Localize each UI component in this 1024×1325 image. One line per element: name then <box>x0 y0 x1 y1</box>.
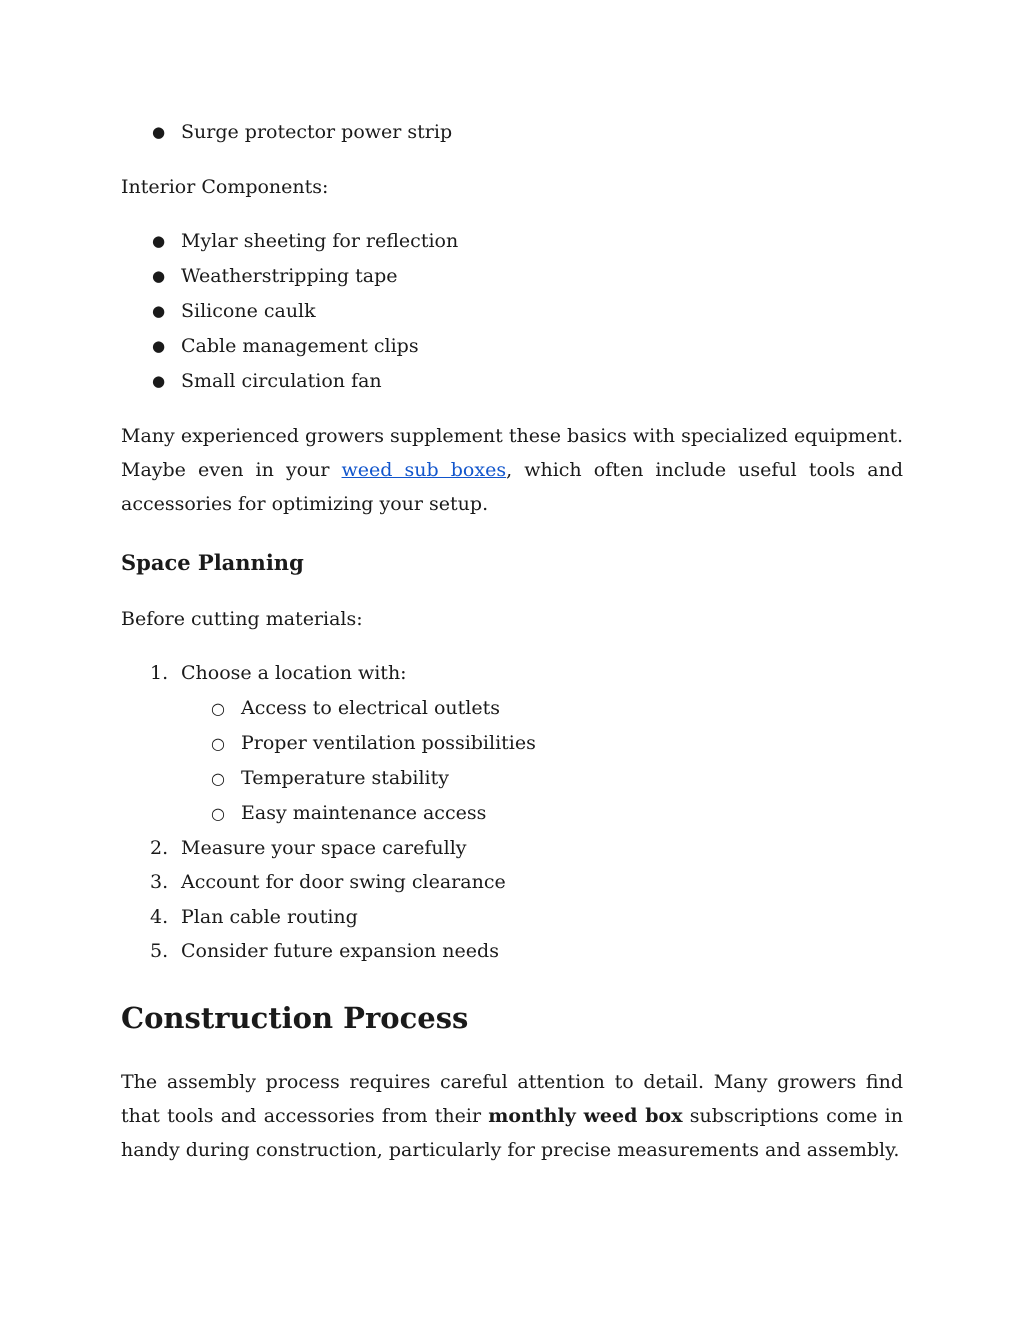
sub-list-item <box>121 726 903 761</box>
step-sub-list <box>181 691 903 831</box>
space-planning-steps <box>121 656 903 969</box>
sub-list-item <box>121 761 903 796</box>
sub-item-label: Proper ventilation possibilities <box>241 731 536 754</box>
bullet-icon: ● <box>152 267 166 285</box>
sub-item-label: Temperature stability <box>241 766 449 789</box>
list-item-label: Mylar sheeting for reflection <box>181 230 459 252</box>
paragraph-text: The assembly process requires careful attention to detail. Many growers find that tools and accessories from their <box>121 1071 903 1127</box>
sub-list-item <box>121 691 903 726</box>
step-label: Choose a location with: <box>181 662 407 684</box>
paragraph-text: subscriptions come in handy during construction, particularly for precise measurements and assembly. <box>121 1105 903 1161</box>
list-item <box>121 115 903 150</box>
list-item <box>121 259 903 294</box>
step-number: 2. <box>150 836 169 859</box>
step-number: 5. <box>150 940 169 962</box>
step-label: Account for door swing clearance <box>181 871 506 893</box>
list-item-label: Cable management clips <box>181 335 419 357</box>
sub-item-label: Easy maintenance access <box>241 801 487 824</box>
list-item-label: Small circulation fan <box>181 370 382 392</box>
list-item <box>121 224 903 259</box>
top-bullet-list <box>121 115 903 150</box>
step-item <box>121 656 903 831</box>
step-number: 3. <box>150 871 169 893</box>
bullet-icon: ● <box>152 337 166 355</box>
paragraph-text: , which often include useful tools and accessories for optimizing your setup. <box>121 459 903 515</box>
bullet-icon: ● <box>152 302 166 320</box>
step-item <box>121 934 903 969</box>
interior-heading: Interior Components: <box>121 176 329 198</box>
weed-sub-boxes-link[interactable]: weed sub boxes <box>341 459 507 481</box>
bullet-icon: ● <box>152 232 166 250</box>
bullet-icon: ● <box>152 372 166 390</box>
hollow-bullet-icon: ○ <box>211 698 225 718</box>
step-number: 1. <box>150 662 169 684</box>
space-planning-heading: Space Planning <box>121 550 304 575</box>
list-item <box>121 329 903 364</box>
construction-paragraph <box>121 1065 903 1167</box>
step-label: Measure your space carefully <box>181 836 467 859</box>
step-item <box>121 831 903 866</box>
hollow-bullet-icon: ○ <box>211 733 225 753</box>
bullet-icon: ● <box>152 123 166 141</box>
equipment-paragraph <box>121 419 903 521</box>
sub-item-label: Access to electrical outlets <box>241 696 501 719</box>
list-item-label: Weatherstripping tape <box>181 265 398 287</box>
step-label: Consider future expansion needs <box>181 940 499 962</box>
step-item <box>121 900 903 935</box>
list-item-label: Surge protector power strip <box>181 121 453 143</box>
paragraph-text: Many experienced growers supplement these basics with specialized equipment. Maybe even in your <box>121 425 903 481</box>
sub-list-item <box>121 796 903 831</box>
step-number: 4. <box>150 905 169 928</box>
hollow-bullet-icon: ○ <box>211 803 225 823</box>
step-item <box>121 865 903 900</box>
step-label: Plan cable routing <box>181 905 358 928</box>
bold-phrase: monthly weed box <box>488 1105 683 1127</box>
construction-heading: Construction Process <box>121 1001 469 1035</box>
hollow-bullet-icon: ○ <box>211 768 225 788</box>
interior-list <box>121 224 903 399</box>
list-item <box>121 364 903 399</box>
list-item-label: Silicone caulk <box>181 300 316 322</box>
space-planning-intro: Before cutting materials: <box>121 608 363 630</box>
list-item <box>121 294 903 329</box>
